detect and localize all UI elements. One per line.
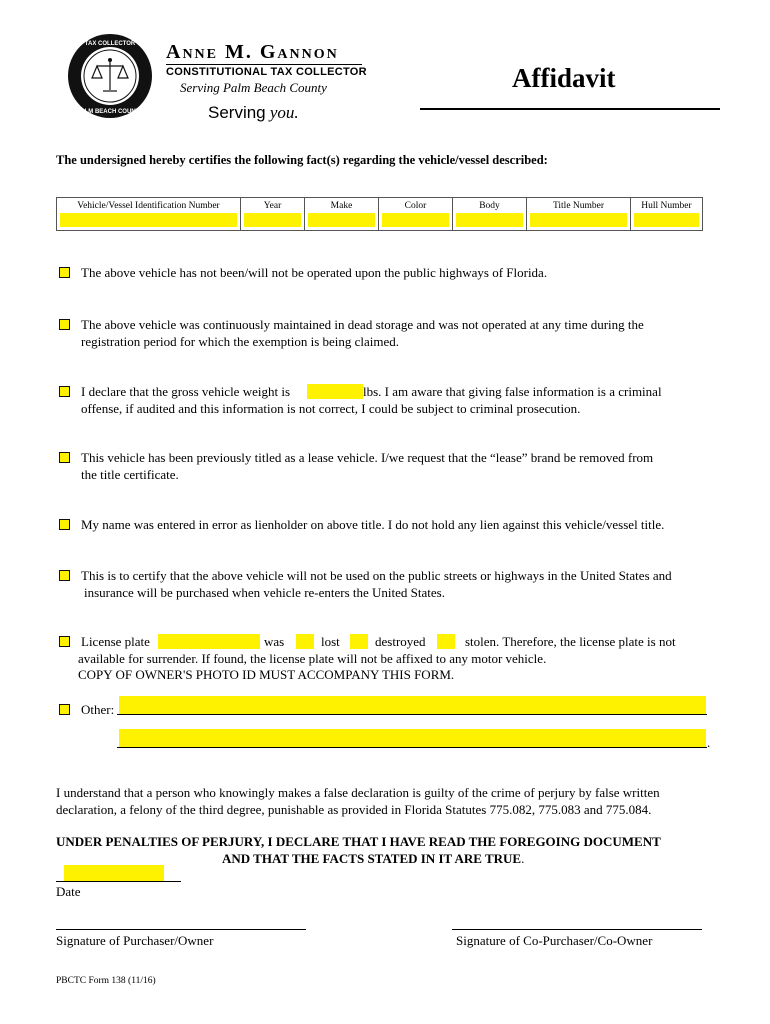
item-license-plate-line2: available for surrender. If found, the license plate will not be affixed to any motor vehicle. [78, 651, 547, 666]
date-label: Date [56, 884, 81, 899]
item-outside-us-line1: This is to certify that the above vehicle will not be used on the public streets or highways in the United States and [81, 568, 672, 583]
plate-destroyed-field[interactable] [437, 634, 455, 649]
photo-id-notice: COPY OF OWNER'S PHOTO ID MUST ACCOMPANY THIS FORM. [78, 667, 455, 682]
gross-weight-field[interactable] [307, 384, 363, 399]
item-gross-weight-line2: offense, if audited and this information is not correct, I could be subject to criminal prosecution. [81, 401, 581, 416]
checkbox-license-plate[interactable] [59, 636, 70, 647]
tax-collector-seal-icon [66, 32, 154, 120]
header-rule [166, 64, 362, 65]
item-outside-us-line2: insurance will be purchased when vehicle re-enters the United States. [84, 585, 445, 600]
make-field[interactable] [308, 213, 375, 227]
svg-text:PALM BEACH COUNTY: PALM BEACH COUNTY [76, 109, 144, 115]
checkbox-dead-storage[interactable] [59, 319, 70, 330]
title-number-field[interactable] [530, 213, 627, 227]
declaration-line2: AND THAT THE FACTS STATED IN IT ARE TRUE. [222, 851, 525, 866]
intro-text: The undersigned hereby certifies the following fact(s) regarding the vehicle/vessel described: [56, 153, 548, 167]
other-field-line2[interactable] [119, 729, 706, 747]
item-dead-storage-line2: registration period for which the exemption is being claimed. [81, 334, 400, 349]
title-underline [420, 108, 720, 110]
header-body: Body [453, 198, 527, 231]
header-year: Year [241, 198, 305, 231]
item-license-plate-destroyed: destroyed [375, 634, 426, 649]
item-dead-storage-line1: The above vehicle was continuously maintained in dead storage and was not operated at any time during the [81, 317, 644, 332]
hull-number-field[interactable] [634, 213, 699, 227]
item-license-plate-lost: lost [321, 634, 340, 649]
svg-text:TAX COLLECTOR: TAX COLLECTOR [84, 41, 136, 47]
co-purchaser-signature-line[interactable] [452, 929, 702, 930]
plate-was-field[interactable] [296, 634, 314, 649]
other-underline-1 [117, 714, 707, 715]
purchaser-signature-label: Signature of Purchaser/Owner [56, 933, 214, 948]
license-plate-field[interactable] [158, 634, 260, 649]
plate-lost-field[interactable] [350, 634, 368, 649]
checkbox-gross-weight[interactable] [59, 386, 70, 397]
item-gross-weight-b: lbs. I am aware that giving false information is a criminal [363, 384, 662, 399]
item-license-plate-stolen: stolen. Therefore, the license plate is not [465, 634, 676, 649]
item-lease-brand-line2: the title certificate. [81, 467, 179, 482]
other-period: . [707, 735, 711, 750]
collector-office: CONSTITUTIONAL TAX COLLECTOR [166, 66, 367, 78]
item-license-plate-was: was [264, 634, 285, 649]
header-hull-number: Hull Number [631, 198, 703, 231]
checkbox-lienholder-error[interactable] [59, 519, 70, 530]
tagline-serving: Serving [208, 103, 266, 122]
color-field[interactable] [382, 213, 449, 227]
tagline-you: you. [269, 103, 299, 122]
checkbox-other[interactable] [59, 704, 70, 715]
declaration-line1: UNDER PENALTIES OF PERJURY, I DECLARE THAT I HAVE READ THE FOREGOING DOCUMENT [56, 834, 661, 849]
other-label: Other: [81, 702, 115, 717]
item-gross-weight-a: I declare that the gross vehicle weight is [81, 384, 291, 399]
checkbox-outside-us[interactable] [59, 570, 70, 581]
header-make: Make [305, 198, 379, 231]
perjury-statement-line2: declaration, a felony of the third degree, punishable as provided in Florida Statutes 775.082, 775.083 and 775.084. [56, 802, 652, 817]
item-lienholder-error: My name was entered in error as lienholder on above title. I do not hold any lien against this vehicle/vessel title. [81, 517, 665, 532]
other-field-line1[interactable] [119, 696, 706, 714]
header-vin: Vehicle/Vessel Identification Number [57, 198, 241, 231]
page-title: Affidavit [512, 63, 616, 93]
purchaser-signature-line[interactable] [56, 929, 306, 930]
header-color: Color [379, 198, 453, 231]
year-field[interactable] [244, 213, 301, 227]
vehicle-table [56, 197, 703, 231]
perjury-statement-line1: I understand that a person who knowingly makes a false declaration is guilty of the crime of perjury by false written [56, 785, 660, 800]
item-license-plate-label: License plate [81, 634, 150, 649]
vin-field[interactable] [60, 213, 237, 227]
collector-name: Anne M. Gannon [166, 41, 339, 63]
checkbox-lease-brand[interactable] [59, 452, 70, 463]
tagline [208, 103, 299, 123]
date-underline [56, 881, 181, 882]
item-not-operated: The above vehicle has not been/will not be operated upon the public highways of Florida. [81, 265, 548, 280]
date-field[interactable] [64, 865, 164, 881]
other-underline-2 [117, 747, 707, 748]
body-field[interactable] [456, 213, 523, 227]
item-lease-brand-line1: This vehicle has been previously titled as a lease vehicle. I/we request that the “lease” brand be removed from [81, 450, 654, 465]
co-purchaser-signature-label: Signature of Co-Purchaser/Co-Owner [456, 933, 653, 948]
form-id: PBCTC Form 138 (11/16) [56, 976, 156, 986]
header-title-number: Title Number [527, 198, 631, 231]
checkbox-not-operated[interactable] [59, 267, 70, 278]
serving-county: Serving Palm Beach County [180, 80, 327, 95]
